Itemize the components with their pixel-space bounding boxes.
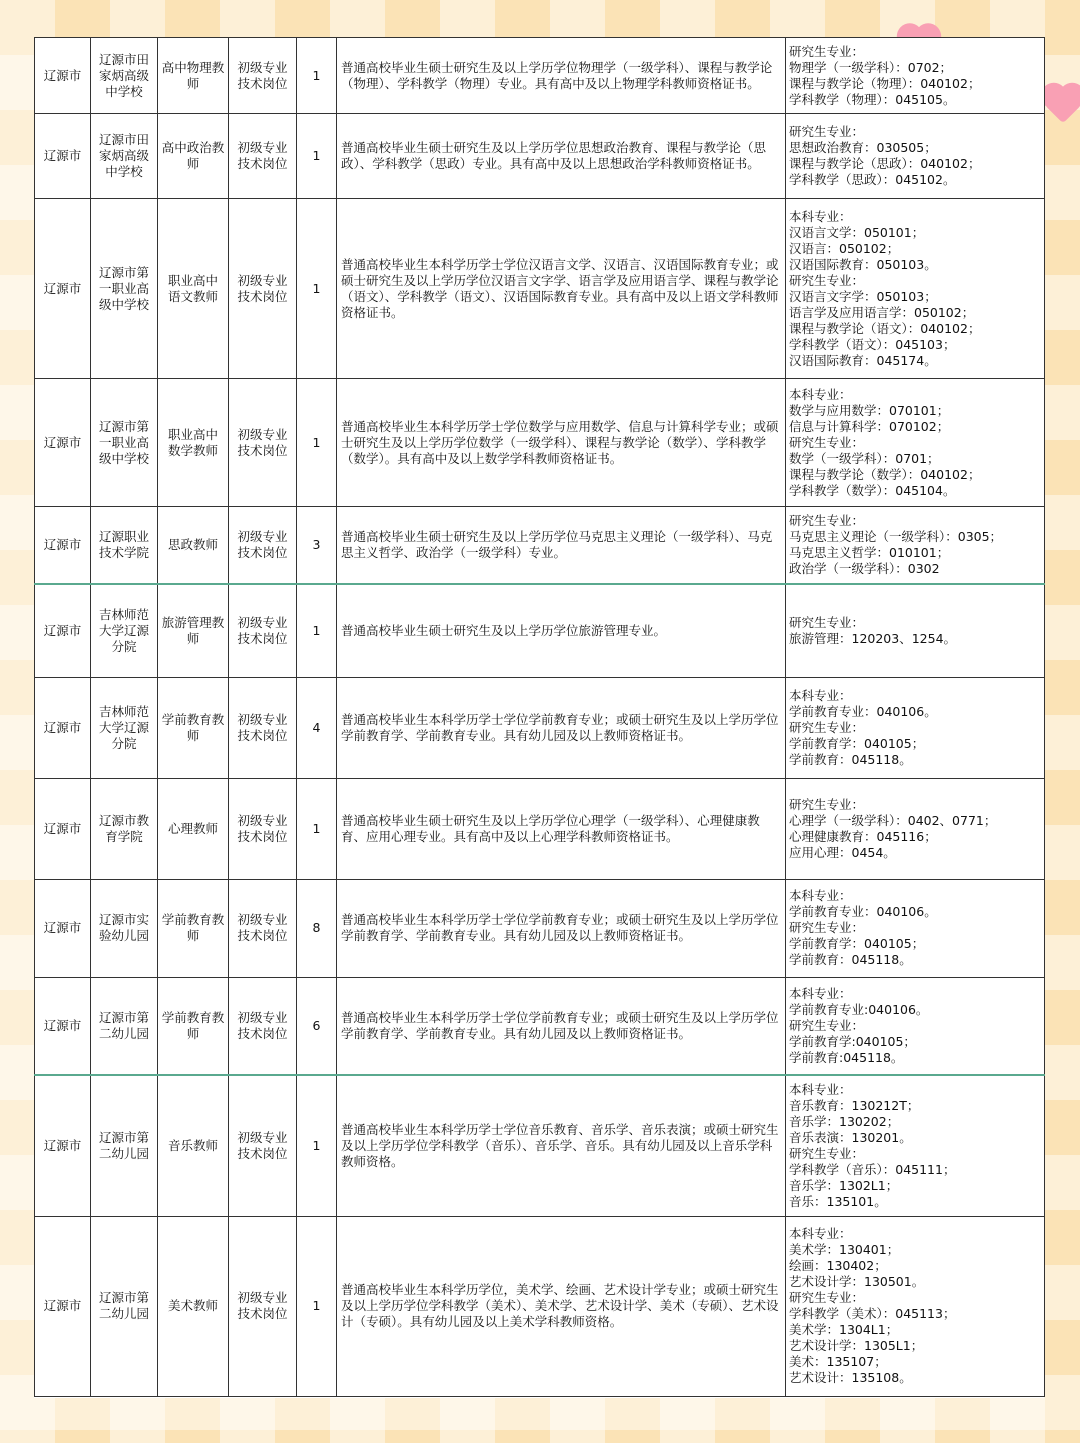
level-cell: 初级专业 技术岗位	[229, 507, 297, 584]
majors-text: 研究生专业： 心理学（一级学科）：0402、0771； 心理健康教育：045116； 应用心理：0454。	[789, 796, 997, 860]
count-cell: 4	[297, 677, 337, 778]
level-cell: 初级专业 技术岗位	[229, 38, 297, 114]
count-cell: 1	[297, 778, 337, 879]
majors-text: 本科专业： 数学与应用数学：070101； 信息与计算科学：070102； 研究生专业： 数学（一级学科）：0701； 课程与教学论（数学）：040102； 学科教学（数学）：045104。	[789, 386, 981, 498]
unit-cell: 吉林师范 大学辽源 分院	[91, 584, 158, 677]
majors-text: 本科专业： 音乐教育：130212T； 音乐学：130202； 音乐表演：130201。 研究生专业： 学科教学（音乐）：045111； 音乐学：1302L1； 音乐：135101。	[789, 1081, 956, 1209]
post-cell: 学前教育教 师	[158, 879, 229, 977]
recruitment-table-sheet	[34, 37, 1044, 1398]
post-cell: 音乐教师	[158, 1075, 229, 1216]
table-row	[35, 507, 1045, 584]
majors-cell	[786, 879, 1045, 977]
level-cell: 初级专业 技术岗位	[229, 778, 297, 879]
requirement-cell: 普通高校毕业生硕士研究生及以上学历学位心理学（一级学科）、心理健康教育、应用心理专业。具有高中及以上心理学科教师资格证书。	[337, 778, 786, 879]
majors-cell	[786, 379, 1045, 507]
majors-text: 研究生专业： 思想政治教育：030505； 课程与教学论（思政）：040102； 学科教学（思政）：045102。	[789, 124, 981, 187]
requirement-cell: 普通高校毕业生本科学历学士学位学前教育专业；或硕士研究生及以上学历学位学前教育学、学前教育专业。具有幼儿园及以上教师资格证书。	[337, 677, 786, 778]
level-cell: 初级专业 技术岗位	[229, 584, 297, 677]
post-cell: 学前教育教 师	[158, 977, 229, 1075]
majors-cell	[786, 778, 1045, 879]
unit-cell: 辽源市第 二幼儿园	[91, 1075, 158, 1216]
city-cell: 辽源市	[35, 1075, 91, 1216]
post-cell: 高中物理教 师	[158, 38, 229, 114]
majors-text: 本科专业： 美术学：130401； 绘画：130402； 艺术设计学：130501。 研究生专业： 学科教学（美术）：045113； 美术学：1304L1； 艺术设计学：1305L1； 美术：135107； 艺术设计：135108。	[789, 1226, 956, 1385]
table-row	[35, 379, 1045, 507]
city-cell: 辽源市	[35, 379, 91, 507]
table-row	[35, 677, 1045, 778]
city-cell: 辽源市	[35, 977, 91, 1075]
post-cell: 职业高中 语文教师	[158, 199, 229, 379]
majors-cell	[786, 114, 1045, 199]
post-cell: 心理教师	[158, 778, 229, 879]
majors-cell	[786, 1075, 1045, 1216]
majors-text: 本科专业： 学前教育专业:040106。 研究生专业： 学前教育学:040105； 学前教育:045118。	[789, 986, 929, 1065]
majors-cell	[786, 584, 1045, 677]
post-cell: 思政教师	[158, 507, 229, 584]
level-cell: 初级专业 技术岗位	[229, 1216, 297, 1396]
city-cell: 辽源市	[35, 1216, 91, 1396]
post-cell: 旅游管理教 师	[158, 584, 229, 677]
count-cell: 1	[297, 1216, 337, 1396]
count-cell: 1	[297, 114, 337, 199]
count-cell: 8	[297, 879, 337, 977]
level-cell: 初级专业 技术岗位	[229, 1075, 297, 1216]
majors-cell	[786, 677, 1045, 778]
majors-text: 本科专业： 学前教育专业：040106。 研究生专业： 学前教育学：040105； 学前教育：045118。	[789, 687, 937, 767]
unit-cell: 辽源职业 技术学院	[91, 507, 158, 584]
majors-cell	[786, 977, 1045, 1075]
unit-cell: 辽源市田 家炳高级 中学校	[91, 114, 158, 199]
table-row	[35, 1075, 1045, 1216]
unit-cell: 辽源市第 二幼儿园	[91, 1216, 158, 1396]
city-cell: 辽源市	[35, 584, 91, 677]
majors-cell	[786, 507, 1045, 584]
unit-cell: 辽源市第 二幼儿园	[91, 977, 158, 1075]
unit-cell: 辽源市实 验幼儿园	[91, 879, 158, 977]
recruitment-table-section-3	[34, 1074, 1045, 1397]
unit-cell: 吉林师范 大学辽源 分院	[91, 677, 158, 778]
recruitment-table-section-1	[34, 37, 1045, 584]
post-cell: 职业高中 数学教师	[158, 379, 229, 507]
majors-cell	[786, 199, 1045, 379]
requirement-cell: 普通高校毕业生硕士研究生及以上学历学位物理学（一级学科）、课程与教学论（物理）、学科教学（物理）专业。具有高中及以上物理学科教师资格证书。	[337, 38, 786, 114]
majors-cell	[786, 38, 1045, 114]
recruitment-table-section-2	[34, 583, 1045, 1076]
majors-text: 本科专业： 汉语言文学：050101； 汉语言：050102； 汉语国际教育：050103。 研究生专业： 汉语言文字学：050103； 语言学及应用语言学：050102； 课程与教学论（语文）：040102； 学科教学（语文）：045103； 汉语国际教育：045174。	[789, 208, 981, 368]
requirement-cell: 普通高校毕业生本科学历学士学位数学与应用数学、信息与计算科学专业；或硕士研究生及以上学历学位数学（一级学科）、课程与教学论（数学）、学科教学（数学）。具有高中及以上数学学科教师资格证书。	[337, 379, 786, 507]
count-cell: 1	[297, 1075, 337, 1216]
table-row	[35, 199, 1045, 379]
majors-cell	[786, 1216, 1045, 1396]
table-row	[35, 778, 1045, 879]
unit-cell: 辽源市田 家炳高级 中学校	[91, 38, 158, 114]
table-row	[35, 38, 1045, 114]
level-cell: 初级专业 技术岗位	[229, 379, 297, 507]
level-cell: 初级专业 技术岗位	[229, 677, 297, 778]
heart-decoration-icon	[1045, 87, 1080, 124]
city-cell: 辽源市	[35, 38, 91, 114]
requirement-cell: 普通高校毕业生本科学历学士学位学前教育专业；或硕士研究生及以上学历学位学前教育学、学前教育专业。具有幼儿园及以上教师资格证书。	[337, 879, 786, 977]
requirement-cell: 普通高校毕业生硕士研究生及以上学历学位思想政治教育、课程与教学论（思政）、学科教学（思政）专业。具有高中及以上思想政治学科教师资格证书。	[337, 114, 786, 199]
post-cell: 美术教师	[158, 1216, 229, 1396]
count-cell: 3	[297, 507, 337, 584]
city-cell: 辽源市	[35, 879, 91, 977]
level-cell: 初级专业 技术岗位	[229, 879, 297, 977]
requirement-cell: 普通高校毕业生硕士研究生及以上学历学位马克思主义理论（一级学科）、马克思主义哲学、政治学（一级学科）专业。	[337, 507, 786, 584]
majors-text: 本科专业： 学前教育专业：040106。 研究生专业： 学前教育学：040105； 学前教育：045118。	[789, 888, 937, 967]
post-cell: 学前教育教 师	[158, 677, 229, 778]
level-cell: 初级专业 技术岗位	[229, 977, 297, 1075]
unit-cell: 辽源市第 一职业高 级中学校	[91, 379, 158, 507]
city-cell: 辽源市	[35, 507, 91, 584]
table-row	[35, 114, 1045, 199]
majors-text: 研究生专业： 物理学（一级学科）：0702； 课程与教学论（物理）：040102； 学科教学（物理）：045105。	[789, 43, 981, 107]
requirement-cell: 普通高校毕业生硕士研究生及以上学历学位旅游管理专业。	[337, 584, 786, 677]
table-row	[35, 1216, 1045, 1396]
city-cell: 辽源市	[35, 114, 91, 199]
unit-cell: 辽源市教 育学院	[91, 778, 158, 879]
city-cell: 辽源市	[35, 677, 91, 778]
table-row	[35, 584, 1045, 677]
majors-text: 研究生专业： 马克思主义理论（一级学科）：0305； 马克思主义哲学：010101； 政治学（一级学科）：0302	[789, 513, 1003, 576]
city-cell: 辽源市	[35, 778, 91, 879]
requirement-cell: 普通高校毕业生本科学历学士学位音乐教育、音乐学、音乐表演；或硕士研究生及以上学历学位学科教学（音乐）、音乐学、音乐。具有幼儿园及以上音乐学科教师资格。	[337, 1075, 786, 1216]
post-cell: 高中政治教 师	[158, 114, 229, 199]
city-cell: 辽源市	[35, 199, 91, 379]
requirement-cell: 普通高校毕业生本科学历学士学位汉语言文学、汉语言、汉语国际教育专业；或硕士研究生及以上学历学位汉语言文字学、语言学及应用语言学、课程与教学论（语文）、学科教学（语文）、汉语国际教育专业。具有高中及以上语文学科教师资格证书。	[337, 199, 786, 379]
count-cell: 1	[297, 199, 337, 379]
count-cell: 1	[297, 379, 337, 507]
level-cell: 初级专业 技术岗位	[229, 114, 297, 199]
requirement-cell: 普通高校毕业生本科学历学士学位学前教育专业；或硕士研究生及以上学历学位学前教育学、学前教育专业。具有幼儿园及以上教师资格证书。	[337, 977, 786, 1075]
count-cell: 1	[297, 38, 337, 114]
requirement-cell: 普通高校毕业生本科学历学位，美术学、绘画、艺术设计学专业；或硕士研究生及以上学历学位学科教学（美术）、美术学、艺术设计学、美术（专硕）、艺术设计（专硕）。具有幼儿园及以上美术学科教师资格。	[337, 1216, 786, 1396]
unit-cell: 辽源市第 一职业高 级中学校	[91, 199, 158, 379]
table-row	[35, 879, 1045, 977]
count-cell: 6	[297, 977, 337, 1075]
count-cell: 1	[297, 584, 337, 677]
level-cell: 初级专业 技术岗位	[229, 199, 297, 379]
majors-text: 研究生专业： 旅游管理：120203、1254。	[789, 614, 957, 646]
table-row	[35, 977, 1045, 1075]
